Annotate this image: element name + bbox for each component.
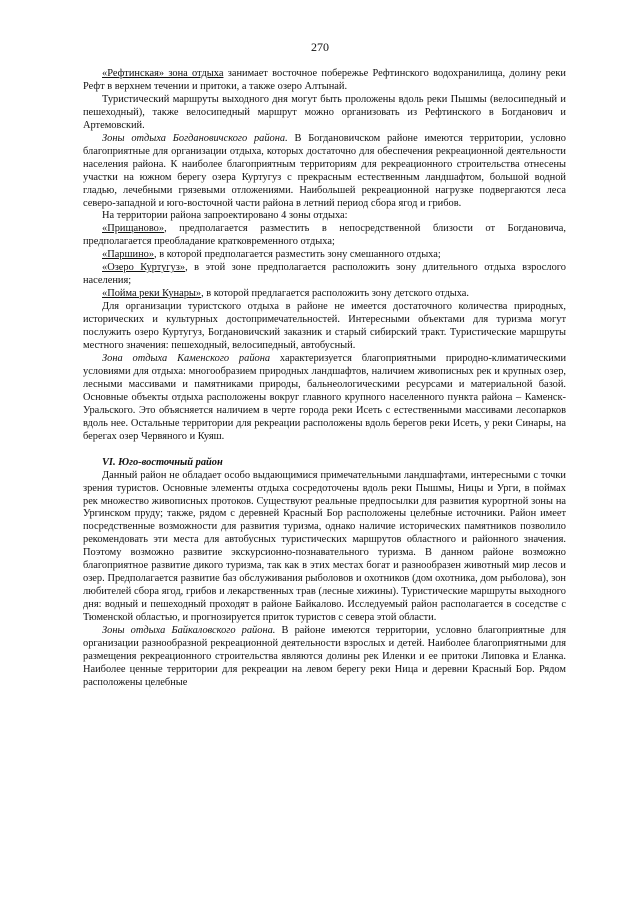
paragraph-four-zones [83, 210, 566, 223]
paragraph-text: Туристический маршруты выходного дня могут быть проложены вдоль реки Пышмы (велосипедный и пешеходный), также велосипедный маршрут можно организовать из Рефтинского в Богданович и Артемовский. [83, 93, 566, 131]
zone-heading-kamensky: Зона отдыха Каменского района [102, 352, 271, 364]
paragraph-text: На территории района запроектировано 4 зоны отдыха: [102, 210, 348, 222]
zone-name-parshino: «Паршино» [102, 249, 155, 261]
paragraph-routes-pyshma [83, 94, 566, 133]
paragraph-bogdanovich-zones [83, 133, 566, 211]
paragraph-text: , в которой предлагается расположить зону детского отдыха. [201, 288, 470, 300]
zone-name-kunary: «Пойма реки Кунары» [102, 288, 202, 300]
paragraph-text: , в этой зоне предполагается расположить зону длительного отдыха взрослого населения; [83, 262, 566, 287]
paragraph-baikalovo-zones [83, 625, 566, 690]
zone-name-reftinskaya: «Рефтинская» зона отдыха [102, 68, 224, 79]
paragraph-text: характеризуется благоприятными природно-климатическими условиями для отдыха: многообразием природных ландшафтов, наличием живописных рек и крупных озер, лесными массивами и памятниками природы, бальнеологическими ресурсами и материальной базой. Основные объекты отдыха расположены вокруг главного крупного населенного пункта района – Каменск-Уральского. Это объясняется наличием в черте города реки Исеть с естественными массивами лесопарков вдоль нее. Остальные территории для рекреации расположены вдоль берегов реки Исеть, у реки Синары, на берегах озер Червяного и Куяш. [83, 352, 566, 442]
section-heading: VI. Юго-восточный район [102, 456, 223, 468]
zone-name-kurtuguz: «Озеро Куртугуз» [102, 262, 186, 274]
list-item-prishchanovo [83, 223, 566, 249]
page-number: 270 [311, 40, 329, 54]
paragraph-text: занимает восточное побережье Рефтинского водохранилища, долину реки Рефт в верхнем течении и притоки, а также озеро Алтынай. [83, 68, 566, 92]
page-content [83, 68, 566, 690]
paragraph-attractions [83, 301, 566, 353]
paragraph-kamensky-zone [83, 353, 566, 444]
paragraph-text: В районе имеются территории, условно благоприятные для организации разнообразной рекреационной деятельности взрослых и детей. Наиболее благоприятными для размещения рекреационного строительства являются долины рек Иленки и ее притоки Липовка и Еланка. Наиболее ценные территории для рекреации на левом берегу реки Ница и деревни Красный Бор. Рядом расположены целебные [83, 625, 566, 688]
zone-heading-baikalovo: Зоны отдыха Байкаловского района. [102, 625, 276, 637]
list-item-kunary [83, 288, 566, 301]
paragraph-reftinskaya [83, 68, 566, 94]
list-item-kurtuguz [83, 262, 566, 288]
paragraph-southeast-overview [83, 470, 566, 625]
zone-heading-bogdanovich: Зоны отдыха Богдановичского района. [102, 132, 288, 144]
paragraph-text: Данный район не обладает особо выдающимися примечательными ландшафтами, интересными с точки зрения туристов. Основные элементы отдыха сосредоточены вдоль реки Пышмы, Ницы и Урги, в поймах рек множество живописных протоков. Существуют реальные предпосылки для развития курортной зоны на Ургинском пруду; также, рядом с деревней Красный Бор расположены целебные источники. Район имеет посредственные возможности для развития туризма, однако наличие исторических памятников позволило рекомендовать эти места для автобусных туристических маршрутов областного и районного значения. Поэтому возможно развитие экскурсионно-познавательного туризма. В данном районе возможно благоприятное развитие дикого туризма, так как в этих местах богат и разнообразен животный мир лесов и озер. Предполагается развитие баз обслуживания рыболовов и охотников (дом охотника, дом рыболова), зон любителей сбора ягод, грибов и лекарственных трав (лесные хижины). Туристические маршруты выходного дня: водный и пешеходный проходят в районе Байкалово. Исследуемый район располагается в соседстве с Тюменской областью, и прогнозируется приток туристов с севера этой области. [83, 469, 566, 624]
list-item-parshino [83, 249, 566, 262]
paragraph-text: , в которой предполагается разместить зону смешанного отдыха; [154, 249, 441, 261]
paragraph-text: Для организации туристского отдыха в районе не имеется достаточного количества природных, исторических и культурных достопримечательностей. Интересными объектами для туризма могут послужить озеро Куртугуз, Богдановичский заказник и старый сибирский тракт. Туристические маршруты местного значения: пешеходный, велосипедный, автобусный. [83, 301, 566, 352]
zone-name-prishchanovo: «Прищаново» [102, 223, 165, 235]
paragraph-text: В Богдановичском районе имеются территории, условно благоприятные для организации отдыха, которых достаточно для обеспечения рекреационной деятельности населения района. К наиболее благоприятным территориям для рекреационного строительства отнесены участки на южном берегу озера Куртугуз с прекрасным естественным ландшафтом, большой водной гладью, лечебными грязевыми отложениями. Наибольшей рекреационной нагрузке подвергаются леса северо-западной и юго-восточной части района в летний период сбора ягод и грибов. [83, 132, 566, 209]
paragraph-text: , предполагается разместить в непосредственной близости от Богдановича, предполагается преобладание кратковременного отдыха; [83, 223, 566, 248]
